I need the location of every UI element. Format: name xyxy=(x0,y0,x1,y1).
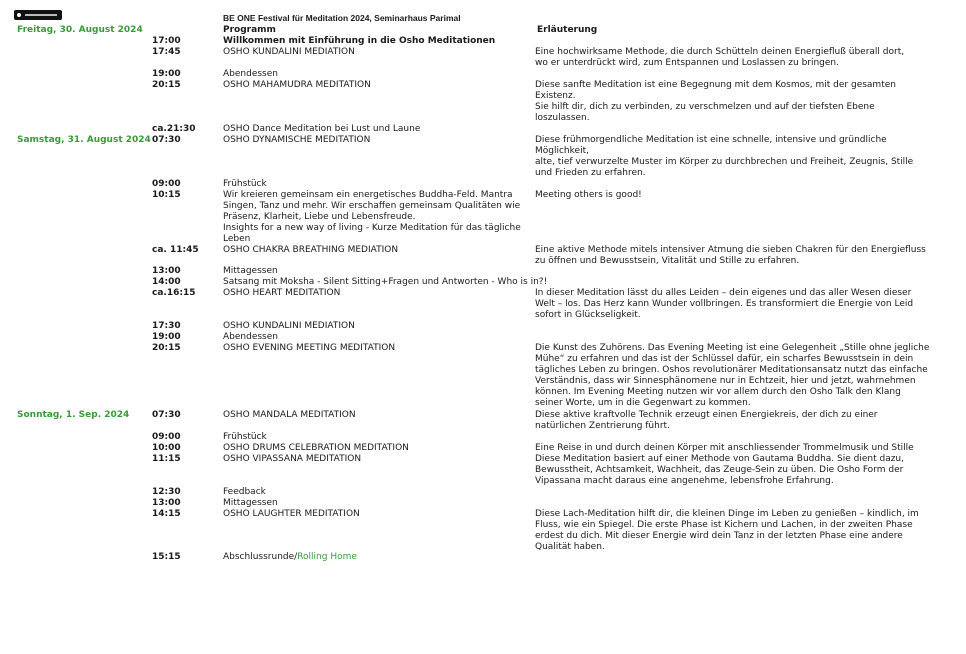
row-program: Frühstück xyxy=(223,432,267,442)
row-program: OSHO VIPASSANA MEDITATION xyxy=(223,454,362,464)
row-time: 09:00 xyxy=(152,179,181,189)
row-program: Frühstück xyxy=(223,179,267,189)
row-time: ca.16:15 xyxy=(152,288,196,298)
row-program: Mittagessen xyxy=(223,498,278,508)
row-time: 20:15 xyxy=(152,80,181,90)
row-time: 20:15 xyxy=(152,343,181,353)
row-time: 14:15 xyxy=(152,509,181,519)
logo-icon xyxy=(16,12,22,18)
row-explanation: Eine aktive Methode mitels intensiver Atmung die sieben Chakren für den Energiefluss zu öffnen und Bewusstsein, Vitalität und Stille zu erfahren. xyxy=(535,245,926,266)
row-program: OSHO DRUMS CELEBRATION MEDITATION xyxy=(223,443,409,453)
row-program: OSHO KUNDALINI MEDIATION xyxy=(223,47,355,57)
row-explanation: Die Kunst des Zuhörens. Das Evening Meeting ist eine Gelegenheit „Stille ohne jegliche Mühe“ zu erfahren und das ist der Schlüssel dafür, ein scharfes Bewusstsein in dein tägliches Leben zu bringen. Oshos revolutionärer Meditationsansatz nutzt das einfache Verständnis, dass wir Sinnesphänomene nur in Echtzeit, hier und jetzt, wahrnehmen können. Im Evening Meeting nutzen wir vor allem durch den Osho Talk den Klang seiner Worte, um in die Gegenwart zu kommen. xyxy=(535,343,930,408)
row-time: 12:30 xyxy=(152,487,181,497)
row-program: OSHO Dance Meditation bei Lust und Laune xyxy=(223,124,421,134)
row-program: Wir kreieren gemeinsam ein energetisches Buddha-Feld. Mantra Singen, Tanz und mehr. Wir erschaffen gemeinsam Qualitäten wie Präsenz, Klarheit, Liebe und Lebensfreude. Insights for a new way of living - Kurze Meditation für das tägliche Leben xyxy=(223,190,521,244)
logo-bar xyxy=(25,14,57,16)
row-program: Feedback xyxy=(223,487,266,497)
row-program: Abendessen xyxy=(223,332,278,342)
row-explanation: Eine hochwirksame Methode, die durch Schütteln deinen Energiefluß überall dort, wo er unterdrückt wird, zum Entspannen und Loslassen zu bringen. xyxy=(535,47,905,68)
row-time: 11:15 xyxy=(152,454,181,464)
row-explanation: Diese Meditation basiert auf einer Methode von Gautama Buddha. Sie dient dazu, Bewusstheit, Achtsamkeit, Wachheit, das Zeuge-Sein zu üben. Die Osho Form der Vipassana macht daraus eine angenehme, lebensfrohe Erfahrung. xyxy=(535,454,904,486)
row-program: Willkommen mit Einführung in die Osho Meditationen xyxy=(223,36,496,46)
row-time: 13:00 xyxy=(152,266,181,276)
row-time: 19:00 xyxy=(152,332,181,342)
row-time: 10:15 xyxy=(152,190,181,200)
day-label-saturday: Samstag, 31. August 2024 xyxy=(17,135,151,145)
closing-round-label: Abschlussrunde/ xyxy=(223,552,298,562)
row-program: OSHO DYNAMISCHE MEDITATION xyxy=(223,135,371,145)
day-label-friday: Freitag, 30. August 2024 xyxy=(17,25,143,35)
row-time: 09:00 xyxy=(152,432,181,442)
row-program: OSHO KUNDALINI MEDIATION xyxy=(223,321,355,331)
row-time: 07:30 xyxy=(152,135,181,145)
rolling-home-link[interactable]: Rolling Home xyxy=(297,552,357,562)
column-header-explanation: Erläuterung xyxy=(537,25,598,35)
row-time: ca. 11:45 xyxy=(152,245,199,255)
row-program: Satsang mit Moksha - Silent Sitting+Fragen und Antworten - Who is in?! xyxy=(223,277,548,287)
row-time: 10:00 xyxy=(152,443,181,453)
row-time: ca.21:30 xyxy=(152,124,196,134)
row-time: 17:30 xyxy=(152,321,181,331)
row-time: 14:00 xyxy=(152,277,181,287)
row-explanation: Diese frühmorgendliche Meditation ist eine schnelle, intensive und gründliche Möglichkeit, alte, tief verwurzelte Muster im Körper zu durchbrechen und Freiheit, Zeugnis, Stille und Frieden zu erfahren. xyxy=(535,135,914,178)
row-program: OSHO CHAKRA BREATHING MEDIATION xyxy=(223,245,399,255)
row-time: 17:00 xyxy=(152,36,181,46)
row-time: 17:45 xyxy=(152,47,181,57)
row-time: 15:15 xyxy=(152,552,181,562)
row-program xyxy=(223,552,357,563)
row-program: OSHO HEART MEDITATION xyxy=(223,288,341,298)
row-program: OSHO LAUGHTER MEDITATION xyxy=(223,509,360,519)
row-time: 19:00 xyxy=(152,69,181,79)
day-label-sunday: Sonntag, 1. Sep. 2024 xyxy=(17,410,130,420)
row-program: Mittagessen xyxy=(223,266,278,276)
logo xyxy=(14,10,62,20)
row-explanation: Diese Lach-Meditation hilft dir, die kleinen Dinge im Leben zu genießen – kindlich, im Fluss, wie ein Spiegel. Die erste Phase ist Kichern und Lachen, in der zweiten Phase erdest du dich. Mit dieser Energie wird dein Tanz in der letzten Phase eine andere Qualität haben. xyxy=(535,509,919,552)
row-program: OSHO EVENING MEETING MEDITATION xyxy=(223,343,396,353)
row-program: Abendessen xyxy=(223,69,278,79)
row-program: OSHO MAHAMUDRA MEDITATION xyxy=(223,80,371,90)
row-explanation: Eine Reise in und durch deinen Körper mit anschliessender Trommelmusik und Stille xyxy=(535,443,914,453)
page-title: BE ONE Festival für Meditation 2024, Seminarhaus Parimal xyxy=(223,13,461,23)
column-header-program: Programm xyxy=(223,25,276,35)
row-explanation: In dieser Meditation lässt du alles Leiden – dein eigenes und das aller Wesen dieser Welt – los. Das Herz kann Wunder vollbringen. Es transformiert die Energie von Leid sofort in Glückseligkeit. xyxy=(535,288,914,320)
row-explanation: Meeting others is good! xyxy=(535,190,642,200)
row-time: 13:00 xyxy=(152,498,181,508)
row-explanation: Diese aktive kraftvolle Technik erzeugt einen Energiekreis, der dich zu einer natürlichen Zentrierung führt. xyxy=(535,410,878,431)
row-program: OSHO MANDALA MEDITATION xyxy=(223,410,356,420)
row-explanation: Diese sanfte Meditation ist eine Begegnung mit dem Kosmos, mit der gesamten Existenz. Sie hilft dir, dich zu verbinden, zu verschmelzen und auf der tiefsten Ebene loszulassen. xyxy=(535,80,896,123)
row-time: 07:30 xyxy=(152,410,181,420)
